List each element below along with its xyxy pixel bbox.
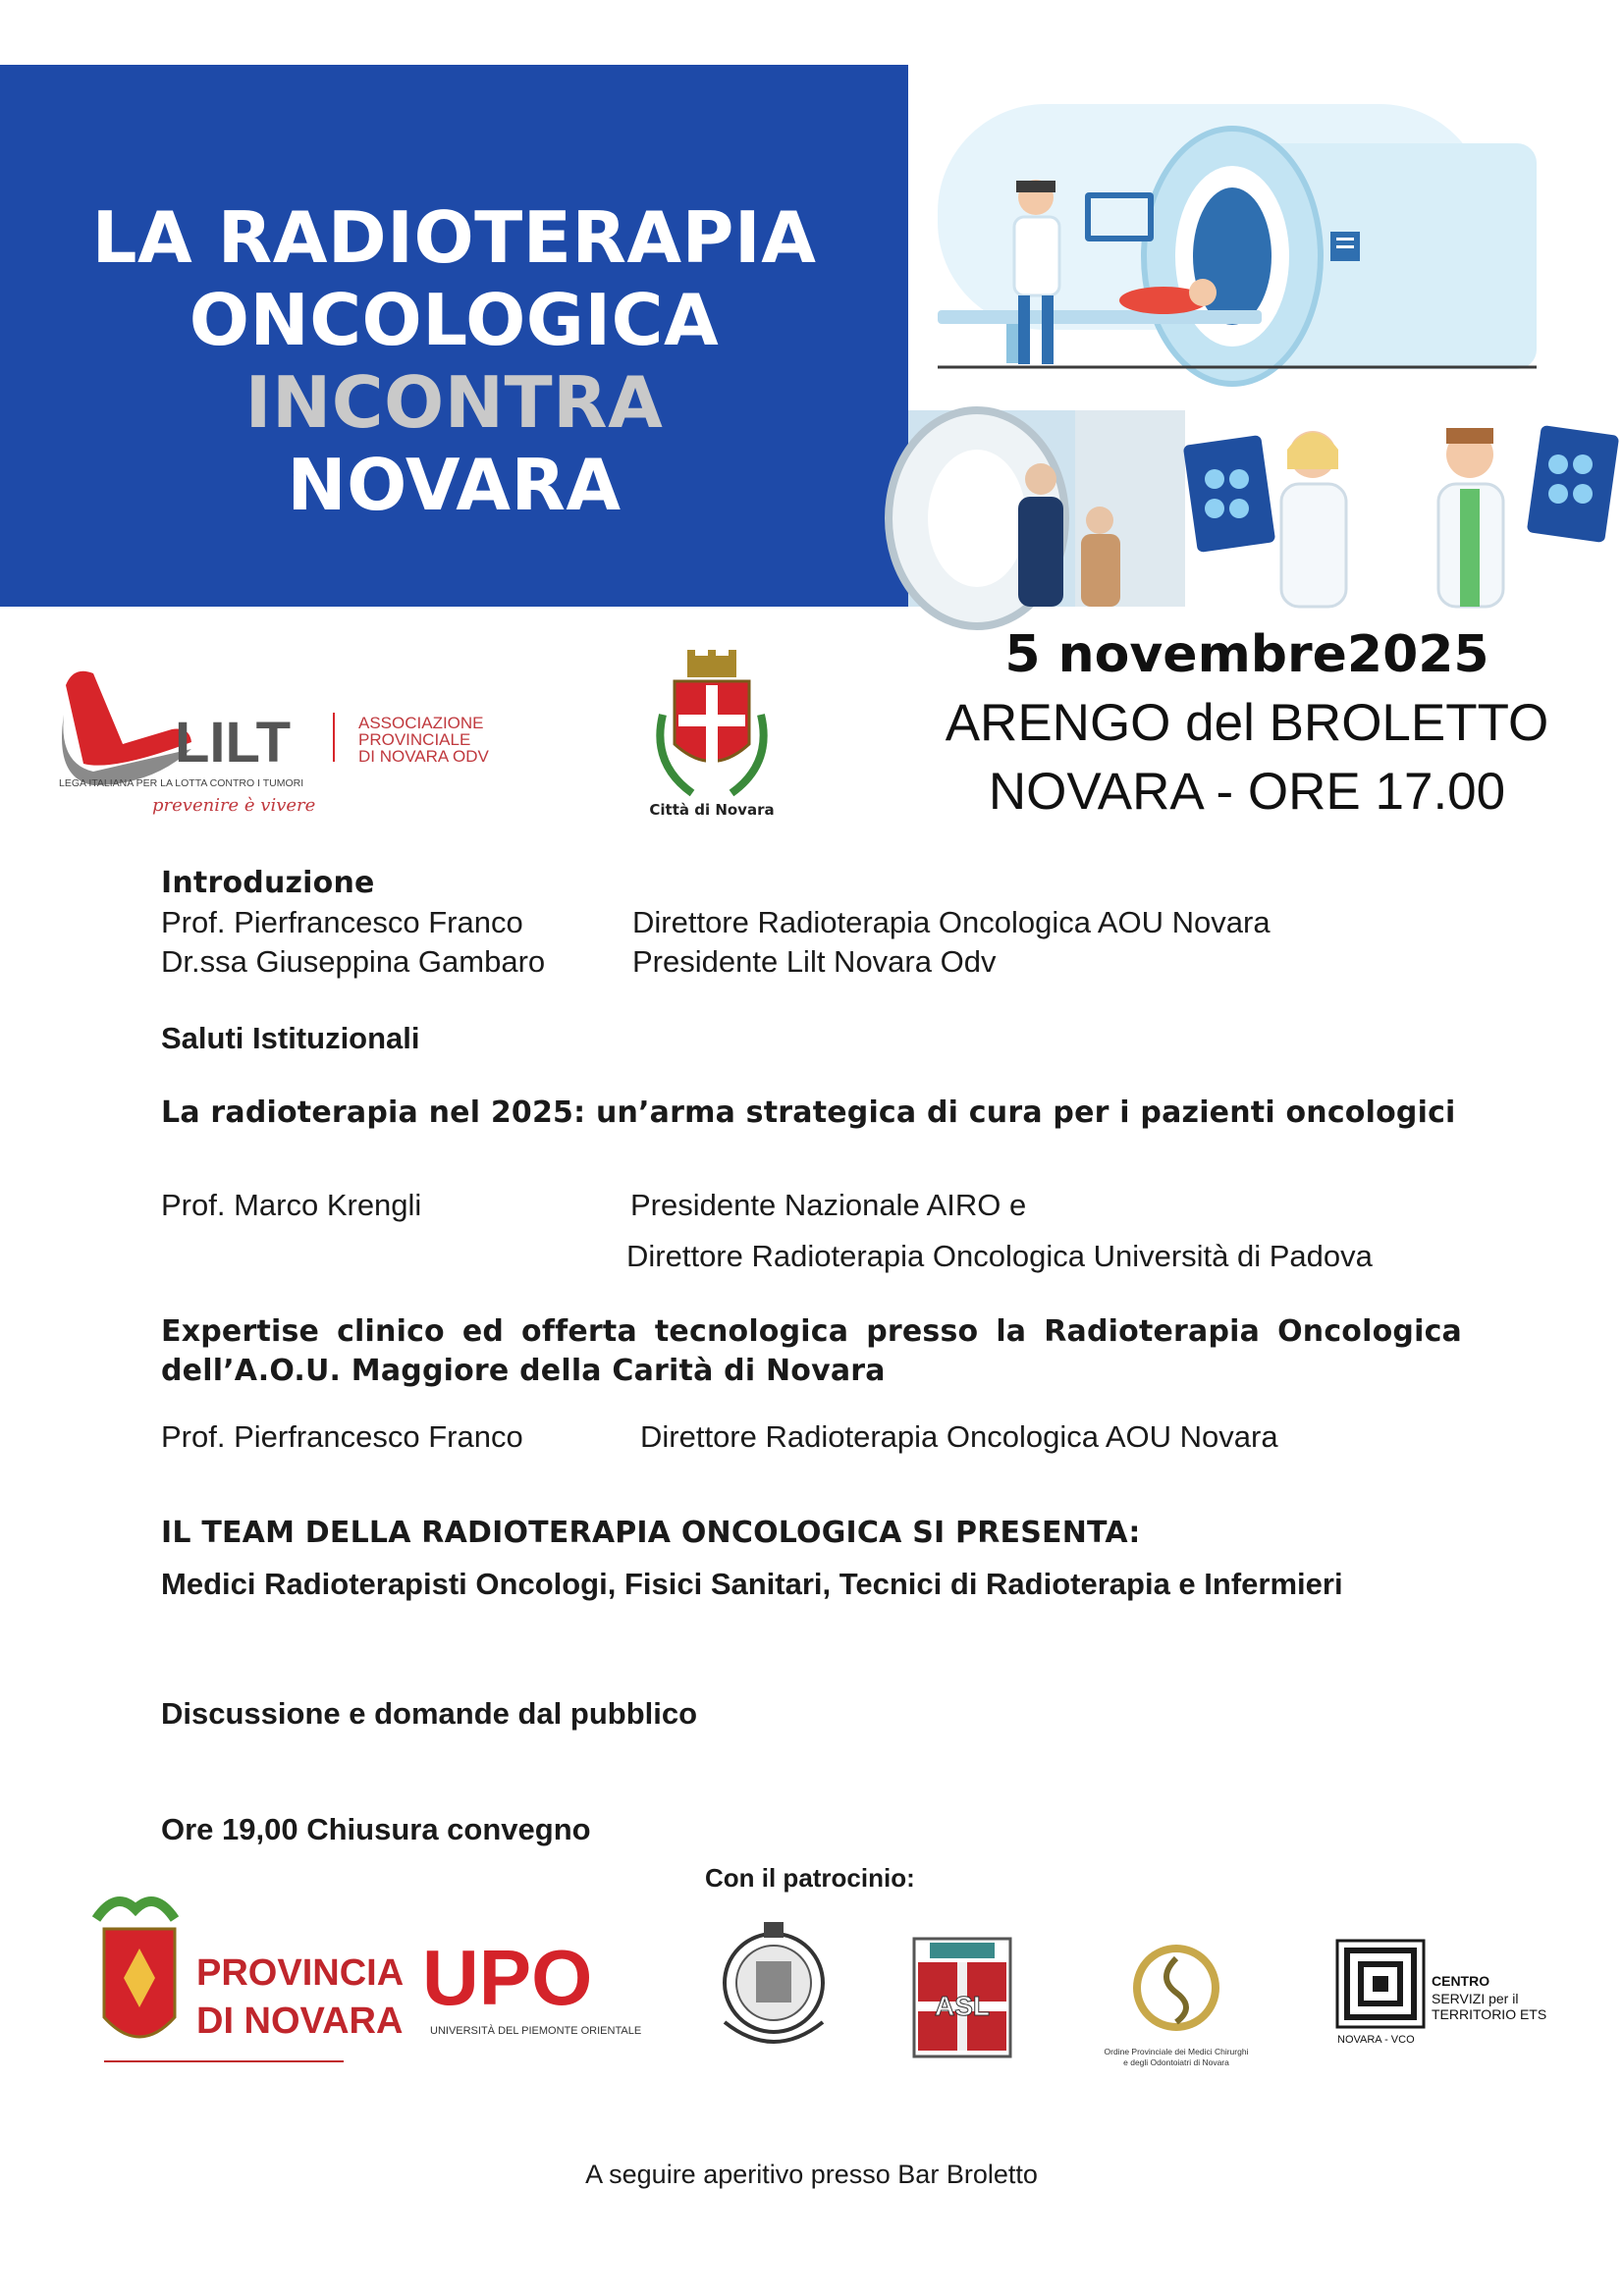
speaker-role: Direttore Radioterapia Oncologica AOU Novara	[632, 905, 1271, 939]
csv-place: NOVARA - VCO	[1337, 2034, 1415, 2046]
csv-line-2: SERVIZI per il	[1432, 1991, 1519, 2006]
ordine-line-2: e degli Odontoiatri di Novara	[1123, 2057, 1229, 2067]
team-heading: IL TEAM DELLA RADIOTERAPIA ONCOLOGICA SI PRESENTA:	[161, 1516, 1141, 1550]
speaker-name: Prof. Pierfrancesco Franco	[161, 1419, 523, 1454]
citta-label: Città di Novara	[649, 801, 775, 819]
provincia-di-novara-logo	[77, 1890, 405, 2066]
provincia-line-2: DI NOVARA	[196, 2001, 404, 2042]
patrocinio-label: Con il patrocinio:	[705, 1863, 915, 1893]
team-members: Medici Radioterapisti Oncologi, Fisici Sanitari, Tecnici di Radioterapia e Infermieri	[161, 1567, 1343, 1601]
lilt-motto: prevenire è vivere	[152, 795, 316, 816]
talk1-row-2	[161, 1239, 1467, 1278]
talk1-row	[161, 1188, 1467, 1227]
ordine-seal-logo	[705, 1914, 842, 2071]
intro-speaker-row	[161, 944, 1467, 984]
citta-di-novara-logo	[633, 646, 790, 823]
event-venue: ARENGO del BROLETTO	[945, 694, 1549, 752]
speaker-name: Dr.ssa Giuseppina Gambaro	[161, 944, 546, 979]
ordine-line-1: Ordine Provinciale dei Medici Chirurghi	[1104, 2047, 1249, 2056]
speaker-name: Prof. Marco Krengli	[161, 1188, 422, 1222]
upo-wordmark: UPO	[422, 1934, 593, 2021]
csv-line-3: TERRITORIO ETS	[1432, 2006, 1547, 2022]
lilt-assoc-line-3: DI NOVARA ODV	[358, 747, 489, 766]
title-line-4: NOVARA	[287, 444, 622, 526]
discussion: Discussione e domande dal pubblico	[161, 1696, 698, 1731]
asl-logo	[908, 1929, 1016, 2066]
upo-logo	[422, 1934, 642, 2042]
talk2-speaker-row	[161, 1419, 1467, 1459]
speaker-role: Presidente Nazionale AIRO e	[630, 1188, 1027, 1222]
asl-wordmark: ASL	[935, 1991, 990, 2021]
speaker-role-2: Direttore Radioterapia Oncologica Università di Padova	[626, 1239, 1373, 1273]
event-title	[0, 196, 908, 526]
talk2-row	[161, 1419, 1467, 1459]
event-city-time: NOVARA - ORE 17.00	[988, 763, 1506, 821]
intro-speaker-row	[161, 905, 1467, 944]
intro-heading: Introduzione	[161, 866, 375, 900]
csv-line-1: CENTRO	[1432, 1973, 1490, 1989]
saluti-istituzionali: Saluti Istituzionali	[161, 1021, 420, 1055]
lilt-assoc-line-2: PROVINCIALE	[358, 730, 471, 749]
lilt-wordmark: LILT	[175, 711, 292, 774]
csv-logo	[1335, 1939, 1551, 2047]
provincia-line-1: PROVINCIA	[196, 1952, 405, 1994]
lilt-assoc-line-1: ASSOCIAZIONE	[358, 714, 484, 732]
speaker-role: Presidente Lilt Novara Odv	[632, 944, 997, 979]
speaker-name: Prof. Pierfrancesco Franco	[161, 905, 523, 939]
event-date: 5 novembre2025	[1004, 625, 1489, 684]
radiotherapy-room-photo	[908, 410, 1185, 607]
talk2-title: Expertise clinico ed offerta tecnologica presso la Radioterapia Oncologica dell’A.O.U. Maggiore della Carità di Novara	[161, 1314, 1462, 1388]
ordine-medici-logo	[1088, 1939, 1265, 2076]
speaker-role: Direttore Radioterapia Oncologica AOU Novara	[640, 1419, 1278, 1454]
event-details	[903, 620, 1591, 827]
lilt-tagline: LEGA ITALIANA PER LA LOTTA CONTRO I TUMORI	[59, 777, 304, 789]
title-line-2: ONCOLOGICA	[189, 279, 720, 361]
closing-time: Ore 19,00 Chiusura convegno	[161, 1812, 591, 1846]
radiotherapy-machine-illustration	[908, 65, 1623, 410]
intro-speaker-list	[161, 905, 1467, 984]
lilt-logo	[54, 656, 496, 823]
footer-note: A seguire aperitivo presso Bar Broletto	[585, 2160, 1038, 2189]
title-line-1: LA RADIOTERAPIA	[91, 196, 817, 279]
doctors-with-scans-illustration	[1185, 410, 1623, 607]
talk1-speaker-row	[161, 1188, 1467, 1278]
talk1-title: La radioterapia nel 2025: un’arma strategica di cura per i pazienti oncologici	[161, 1095, 1456, 1130]
upo-subtitle: UNIVERSITÀ DEL PIEMONTE ORIENTALE	[430, 2025, 642, 2037]
title-line-3: INCONTRA	[244, 361, 664, 444]
